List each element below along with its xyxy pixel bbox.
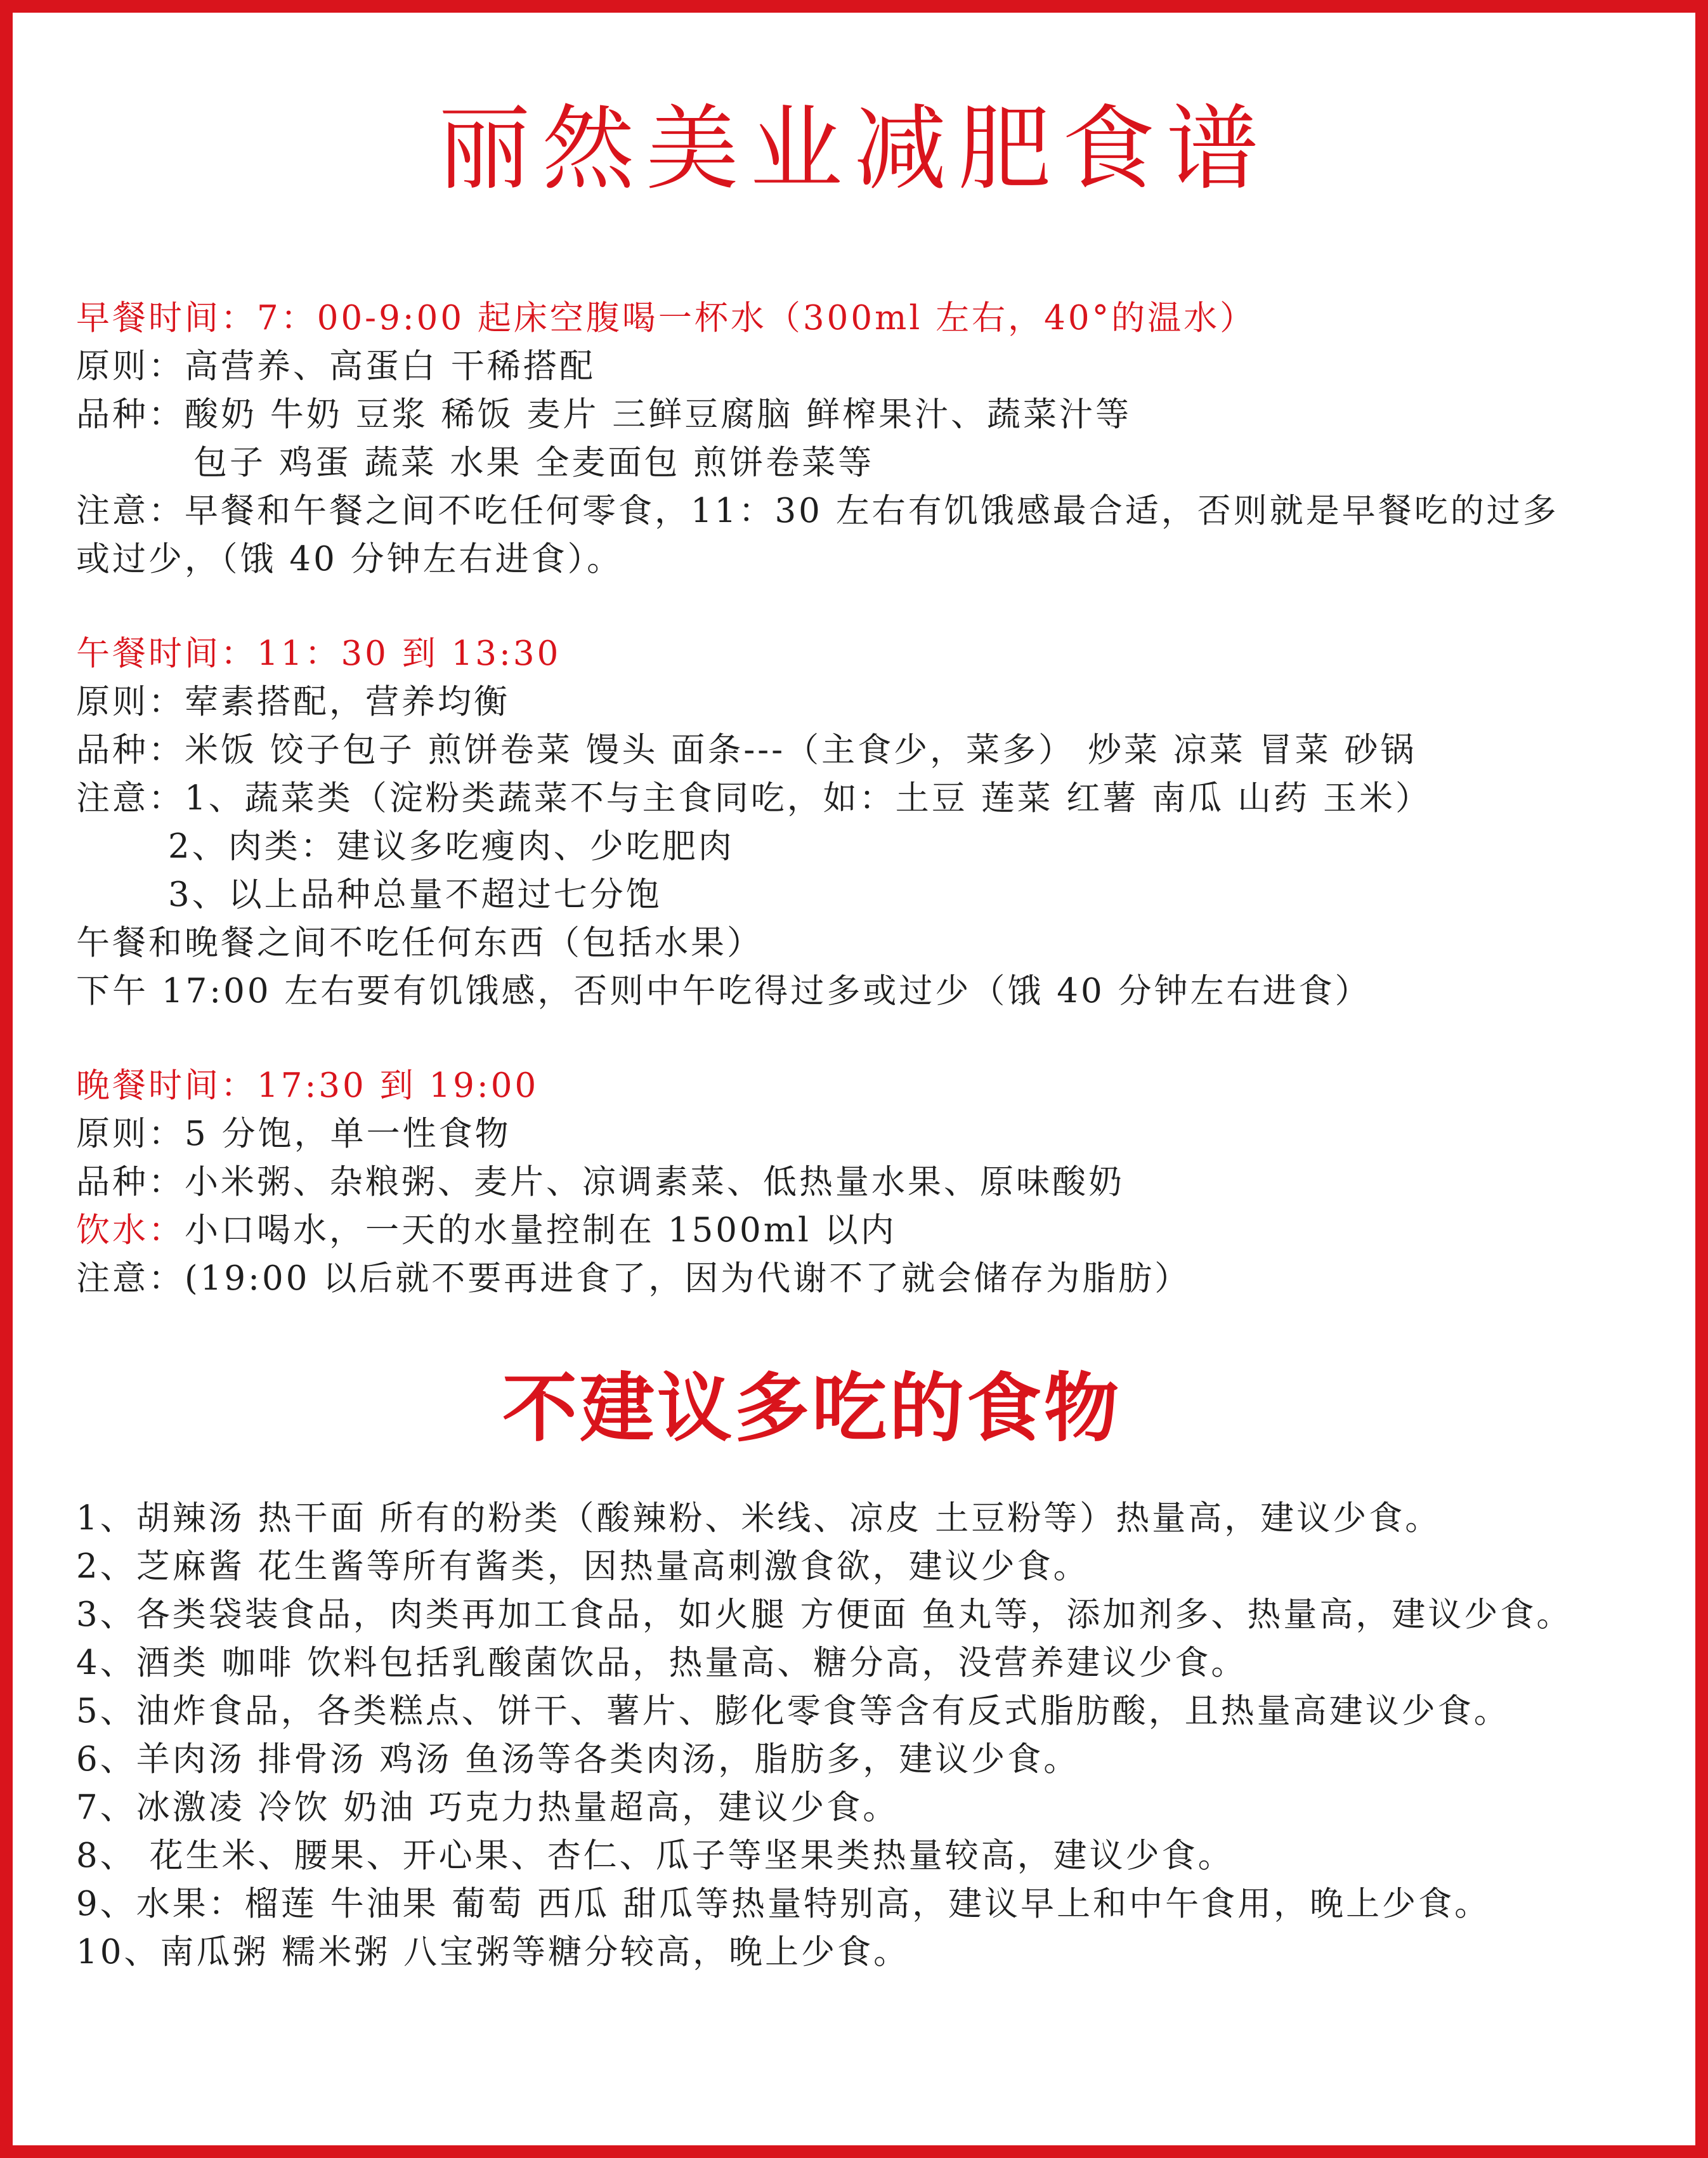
avoid-heading: 不建议多吃的食物 — [502, 1364, 1121, 1452]
dinner-water — [76, 1207, 897, 1255]
avoid-item: 10、南瓜粥 糯米粥 八宝粥等糖分较高，晚上少食。 — [76, 1933, 910, 1972]
lunch-extra-1: 午餐和晚餐之间不吃任何东西（包括水果） — [76, 924, 763, 962]
breakfast-note-continued: 或过少，（饿 40 分钟左右进食）。 — [76, 540, 623, 579]
lunch-principle: 原则：荤素搭配，营养均衡 — [76, 683, 510, 721]
lunch-heading: 午餐时间：11：30 到 13:30 — [76, 634, 561, 673]
dinner-water-label: 饮水： — [76, 1211, 185, 1250]
dinner-variety: 品种：小米粥、杂粮粥、麦片、凉调素菜、低热量水果、原味酸奶 — [76, 1163, 1125, 1201]
avoid-item: 3、各类袋装食品，肉类再加工食品，如火腿 方便面 鱼丸等，添加剂多、热量高，建议少食。 — [76, 1595, 1573, 1634]
dinner-water-text: 小口喝水，一天的水量控制在 1500ml 以内 — [185, 1211, 897, 1250]
breakfast-variety: 品种：酸奶 牛奶 豆浆 稀饭 麦片 三鲜豆腐脑 鲜榨果汁、蔬菜汁等 — [76, 395, 1132, 434]
avoid-item: 7、冰激凌 冷饮 奶油 巧克力热量超高，建议少食。 — [76, 1788, 899, 1827]
page-title: 丽然美业减肥食谱 — [438, 95, 1270, 203]
dinner-note: 注意：(19:00 以后就不要再进食了，因为代谢不了就会储存为脂肪） — [76, 1259, 1191, 1298]
lunch-variety: 品种：米饭 饺子包子 煎饼卷菜 馒头 面条---（主食少，菜多） 炒菜 凉菜 冒菜 砂锅 — [76, 731, 1417, 769]
lunch-note-3: 3、以上品种总量不超过七分饱 — [168, 875, 662, 914]
avoid-item: 4、酒类 咖啡 饮料包括乳酸菌饮品，热量高、糖分高，没营养建议少食。 — [76, 1644, 1248, 1682]
breakfast-variety-continued: 包子 鸡蛋 蔬菜 水果 全麦面包 煎饼卷菜等 — [193, 443, 875, 482]
avoid-item: 5、油炸食品，各类糕点、饼干、薯片、膨化零食等含有反式脂肪酸，且热量高建议少食。 — [76, 1692, 1510, 1730]
avoid-item: 9、水果：榴莲 牛油果 葡萄 西瓜 甜瓜等热量特别高，建议早上和中午食用，晚上少食。 — [76, 1885, 1491, 1923]
avoid-item: 2、芝麻酱 花生酱等所有酱类，因热量高刺激食欲，建议少食。 — [76, 1547, 1090, 1586]
breakfast-heading: 早餐时间：7：00-9:00 起床空腹喝一杯水（300ml 左右，40°的温水） — [76, 299, 1256, 337]
avoid-item: 6、羊肉汤 排骨汤 鸡汤 鱼汤等各类肉汤，脂肪多，建议少食。 — [76, 1740, 1080, 1779]
breakfast-principle: 原则：高营养、高蛋白 干稀搭配 — [76, 347, 596, 386]
lunch-note-1: 注意：1、蔬菜类（淀粉类蔬菜不与主食同吃，如：土豆 莲菜 红薯 南瓜 山药 玉米） — [76, 779, 1431, 818]
avoid-item: 1、胡辣汤 热干面 所有的粉类（酸辣粉、米线、凉皮 土豆粉等）热量高，建议少食。 — [76, 1499, 1442, 1538]
avoid-item: 8、 花生米、腰果、开心果、杏仁、瓜子等坚果类热量较高，建议少食。 — [76, 1836, 1234, 1875]
dinner-heading: 晚餐时间：17:30 到 19:00 — [76, 1066, 539, 1105]
lunch-extra-2: 下午 17:00 左右要有饥饿感，否则中午吃得过多或过少（饿 40 分钟左右进食） — [76, 972, 1371, 1010]
breakfast-note: 注意：早餐和午餐之间不吃任何零食，11：30 左右有饥饿感最合适，否则就是早餐吃的过多 — [76, 492, 1559, 530]
dinner-principle: 原则：5 分饱，单一性食物 — [76, 1115, 511, 1153]
lunch-note-2: 2、肉类：建议多吃瘦肉、少吃肥肉 — [168, 827, 734, 866]
